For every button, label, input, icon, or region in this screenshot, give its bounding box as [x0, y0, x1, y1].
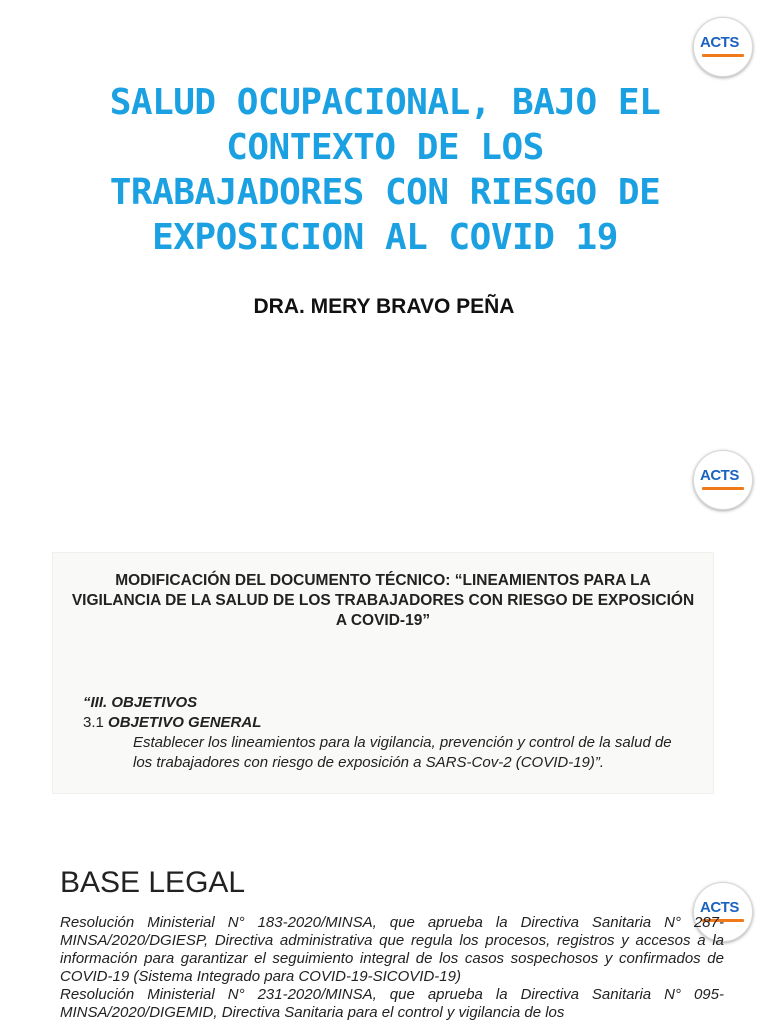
resolution-item: Resolución Ministerial N° 183-2020/MINSA, que aprueba la Directiva Sanitaria N° 287-MINSA/2020/DGIESP, Directiva administrativa que regula los procesos, registros y accesos a la información para garantizar el seguimiento integral de los casos sospechosos y confirmados de COVID-19 (Sistema Integrado para COVID-19-SICOVID-19) [60, 914, 724, 985]
acts-logo [693, 450, 753, 510]
logo-text: ACTS [700, 899, 739, 916]
document-heading: MODIFICACIÓN DEL DOCUMENTO TÉCNICO: “LINEAMIENTOS PARA LA VIGILANCIA DE LA SALUD DE LOS TRABAJADORES CON RIESGO DE EXPOSICIÓN A COVID-19” [71, 572, 695, 629]
acts-logo [693, 17, 753, 77]
logo-text: ACTS [700, 467, 739, 484]
page-title: SALUD OCUPACIONAL, BAJO EL CONTEXTO DE LOS TRABAJADORES CON RIESGO DE EXPOSICION AL COVID 19 [109, 82, 661, 258]
subsection-number: 3.1 [83, 714, 109, 731]
logo-text: ACTS [700, 34, 739, 51]
slide-objectives [0, 430, 768, 830]
slide-base-legal [0, 842, 768, 1024]
resolution-item: Resolución Ministerial N° 231-2020/MINSA, que aprueba la Directiva Sanitaria N° 095-MINSA/2020/DIGEMID, Directiva Sanitaria para el control y vigilancia de los [60, 986, 724, 1021]
subsection-heading [83, 713, 693, 733]
objectives-block [83, 693, 693, 773]
resolutions-list [60, 914, 724, 1022]
section-heading: “III. OBJETIVOS [83, 694, 198, 711]
author-name: DRA. MERY BRAVO PEÑA [253, 295, 515, 318]
slide-title [0, 0, 768, 420]
subsection-label: OBJETIVO GENERAL [108, 714, 262, 731]
document-excerpt [52, 552, 714, 794]
logo-underline [702, 487, 744, 490]
section-title: BASE LEGAL [60, 866, 246, 899]
logo-underline [702, 54, 744, 57]
objective-text: Establecer los lineamientos para la vigilancia, prevención y control de la salud de los trabajadores con riesgo de exposición a SARS-Cov-2 (COVID-19)”. [133, 734, 672, 771]
